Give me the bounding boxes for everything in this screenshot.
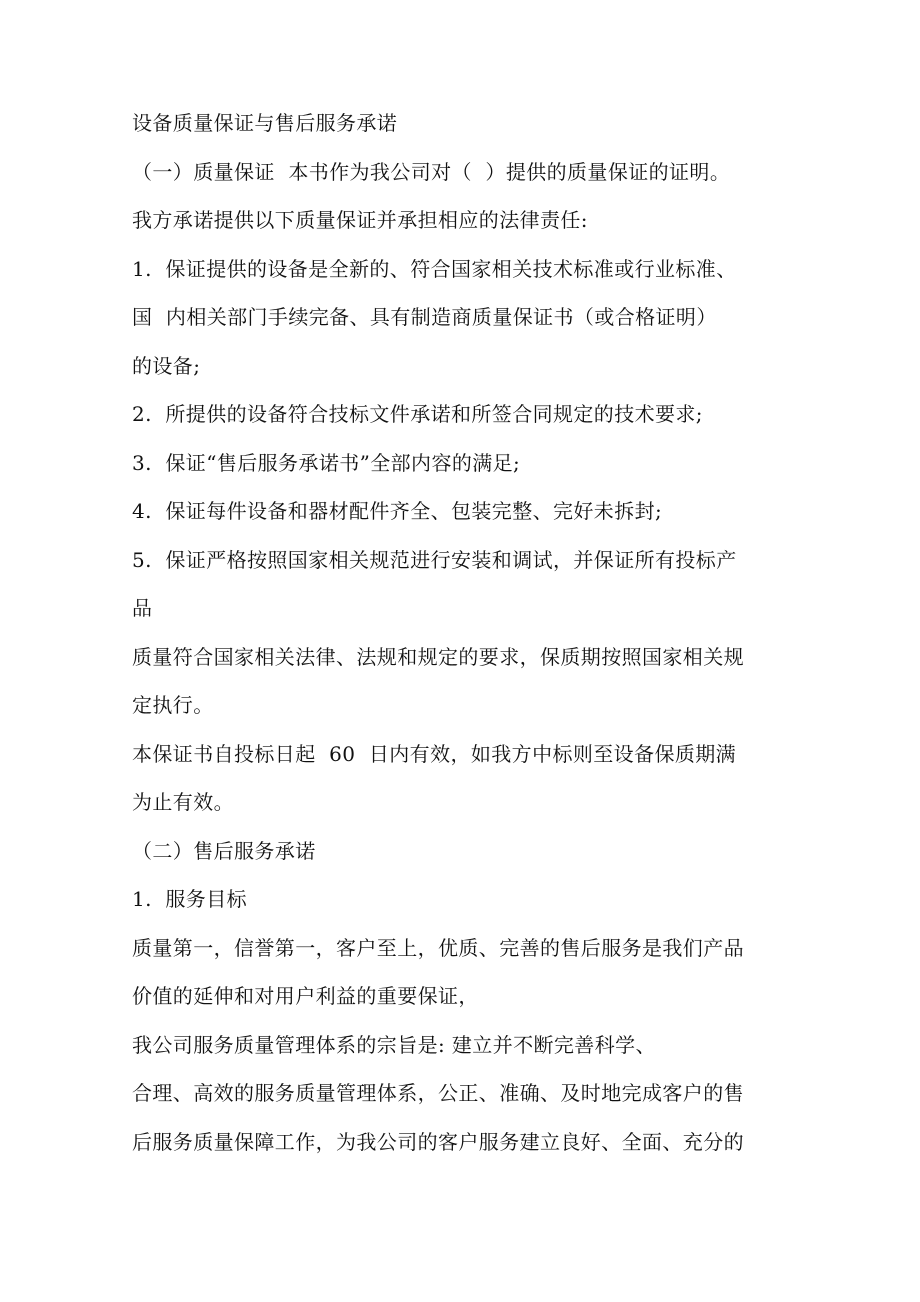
text-line: 国 内相关部门手续完备、具有制造商质量保证书（或合格证明）	[132, 305, 717, 329]
section-heading: （二）售后服务承诺	[132, 838, 316, 863]
text-line: 质量第一，信誉第一，客户至上，优质、完善的售后服务是我们产品	[132, 935, 744, 960]
document-title: 设备质量保证与售后服务承诺	[132, 111, 398, 135]
text-line: 2. 所提供的设备符合技标文件承诺和所签合同规定的技术要求;	[132, 402, 703, 426]
text-line: 4. 保证每件设备和器材配件齐全、包装完整、完好未拆封;	[132, 499, 663, 523]
document-body	[132, 101, 792, 1168]
text-line: 3. 保证“售后服务承诺书”全部内容的满足;	[132, 450, 521, 475]
text-line: 的设备;	[132, 353, 201, 378]
text-line: 质量符合国家相关法律、法规和规定的要求，保质期按照国家相关规	[132, 644, 744, 669]
text-line: 5. 保证严格按照国家相关规范进行安装和调试，并保证所有投标产	[132, 547, 737, 572]
text-line: 本保证书自投标日起 60 日内有效，如我方中标则至设备保质期满	[132, 741, 737, 766]
text-line: （一）质量保证 本书作为我公司对（ ）提供的质量保证的证明。	[132, 159, 731, 184]
text-line: 为止有效。	[132, 790, 234, 814]
text-line: 1. 服务目标	[132, 887, 247, 911]
text-line: 品	[132, 596, 153, 620]
text-line: 后服务质量保障工作，为我公司的客户服务建立良好、全面、充分的	[132, 1129, 744, 1154]
text-line: 价值的延伸和对用户利益的重要保证，	[132, 984, 479, 1008]
text-line: 定执行。	[132, 693, 214, 717]
text-line: 我公司服务质量管理体系的宗旨是: 建立并不断完善科学、	[132, 1032, 656, 1057]
text-line: 我方承诺提供以下质量保证并承担相应的法律责任:	[132, 208, 588, 232]
text-line: 1. 保证提供的设备是全新的、符合国家相关技术标准或行业标准、	[132, 256, 737, 281]
text-line: 合理、高效的服务质量管理体系，公正、准确、及时地完成客户的售	[132, 1081, 744, 1105]
